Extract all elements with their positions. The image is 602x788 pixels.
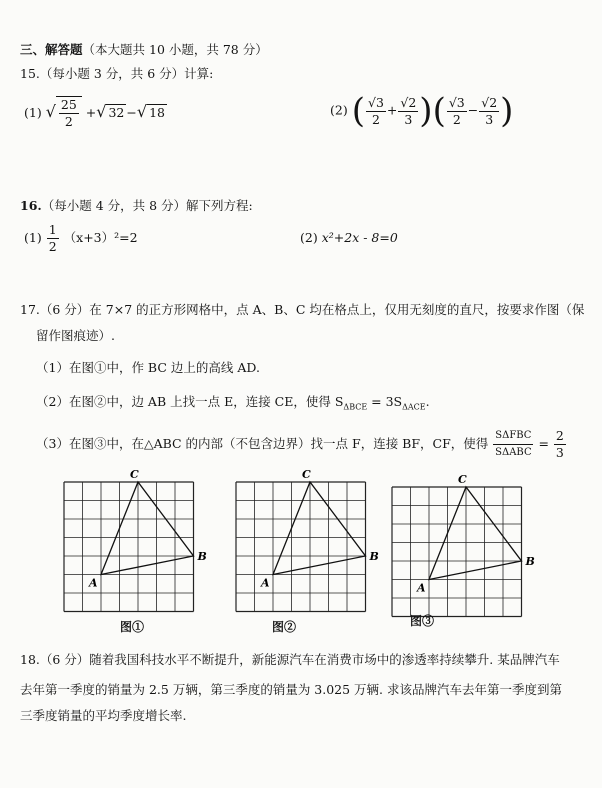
figure-2-grid [234, 468, 379, 614]
minus-sign: − [126, 105, 137, 120]
q17-item3-frac-num: SΔFBC [493, 428, 533, 445]
q15-p1-label: (1) [24, 105, 42, 120]
vertex-label-c: C [458, 473, 467, 486]
vertex-label-a: A [89, 576, 98, 590]
q15-p2-t2-num: 2 [408, 94, 417, 110]
triangle-abc [429, 487, 522, 580]
q15-p2-t3-den: 2 [452, 111, 461, 127]
q16-header [20, 196, 253, 214]
q17-item3-val-den: 3 [555, 445, 564, 460]
q15-header: 15.（每小题 3 分，共 6 分）计算: [20, 66, 214, 81]
vertex-label-b: B [197, 550, 207, 563]
vertex-label-c: C [130, 468, 139, 481]
vertex-label-b: B [369, 550, 379, 563]
q15-p2-t2-den: 3 [404, 111, 413, 127]
q16-part2 [300, 230, 398, 245]
vertex-label-b: B [525, 555, 535, 568]
q17-item3-val-num: 2 [555, 428, 564, 443]
radical-icon: √ [96, 102, 107, 121]
q17-item2-sub2: ΔACE [402, 402, 426, 412]
q16-p1-equation: （x+3）²=2 [63, 230, 138, 245]
minus-sign: − [467, 102, 479, 118]
q17-line2: 留作图痕迹）. [36, 328, 115, 343]
figure-3-caption: 图③ [410, 614, 435, 628]
q17-item2 [36, 392, 430, 412]
plus-sign: + [85, 105, 97, 120]
radical-icon: √ [45, 102, 56, 121]
vertex-label-a: A [261, 576, 270, 590]
q15-p2-t1-num: 3 [375, 94, 384, 110]
q16-p2-equation: x²+2x - 8=0 [321, 230, 398, 245]
q17-item3-pre: （3）在图③中，在△ABC 的内部（不包含边界）找一点 F，连接 BF，CF，使得 [36, 436, 489, 451]
figure-1-grid [62, 468, 207, 614]
section-title: 三、解答题 [20, 42, 83, 57]
q16-part1 [24, 222, 138, 255]
figure-1-caption: 图① [120, 620, 145, 634]
q15-p2-t1-den: 2 [371, 111, 380, 127]
q15-p1-b: 32 [108, 105, 125, 120]
q15-p2-t4-num: 2 [489, 94, 498, 110]
q15-part2: (2) ( $\frac{√3}{2}$ + $\frac{√2}{3}$ )( $\frac{√3}{2}$ − $\frac{√2}{3}$ ) [330, 91, 514, 131]
figure-3-grid [390, 473, 535, 619]
q17-item2-mid: = 3S [367, 394, 403, 409]
q16-p1-label: (1) [24, 230, 42, 245]
q16-number: 16. [20, 198, 42, 213]
q18-line3: 三季度销量的平均季度增长率. [20, 708, 187, 723]
q15-part1 [24, 96, 167, 130]
q18-line2: 去年第一季度的销量为 2.5 万辆，第三季度的销量为 3.025 万辆. 求该品牌汽车去年第一季度到第 [20, 682, 563, 697]
q17-item3-frac-den: SΔABC [495, 447, 532, 458]
radical-icon: √ [136, 102, 148, 121]
q16-header-text: （每小题 4 分，共 8 分）解下列方程: [41, 198, 253, 213]
q15-p2-t4-den: 3 [485, 111, 494, 127]
triangle-abc [273, 482, 366, 575]
triangle-abc [101, 482, 194, 575]
q16-p1-num: 1 [48, 222, 57, 237]
q15-p2-t3-num: 3 [456, 94, 465, 110]
q17-item3 [36, 428, 567, 461]
section-header [20, 40, 268, 58]
q17-item1: （1）在图①中，作 BC 边上的高线 AD. [36, 360, 260, 375]
figure-2-caption: 图② [272, 620, 297, 634]
q15-p1-a-num: 25 [60, 97, 77, 112]
q15-p1-c: 18 [149, 105, 165, 120]
plus-sign: + [386, 102, 398, 118]
vertex-label-c: C [302, 468, 311, 481]
vertex-label-a: A [417, 581, 426, 595]
q17-item2-end: . [425, 394, 430, 409]
section-note: （本大题共 10 小题，共 78 分） [82, 42, 268, 57]
q17-item2-pre: （2）在图②中，边 AB 上找一点 E，连接 CE，使得 S [36, 394, 344, 409]
q17-item2-sub1: ΔBCE [343, 402, 368, 412]
q15-p1-a-den: 2 [64, 114, 73, 129]
q16-p1-den: 2 [48, 239, 57, 254]
q16-p2-label: (2) [300, 230, 318, 245]
equals-sign: = [538, 436, 549, 451]
q18-line1: 18.（6 分）随着我国科技水平不断提升，新能源汽车在消费市场中的渗透率持续攀升. 某品牌汽车 [20, 652, 560, 667]
q15-p2-label: (2) [330, 102, 348, 118]
q17-line1: 17.（6 分）在 7×7 的正方形网格中，点 A、B、C 均在格点上，仅用无刻度的直尺，按要求作图（保 [20, 302, 585, 317]
